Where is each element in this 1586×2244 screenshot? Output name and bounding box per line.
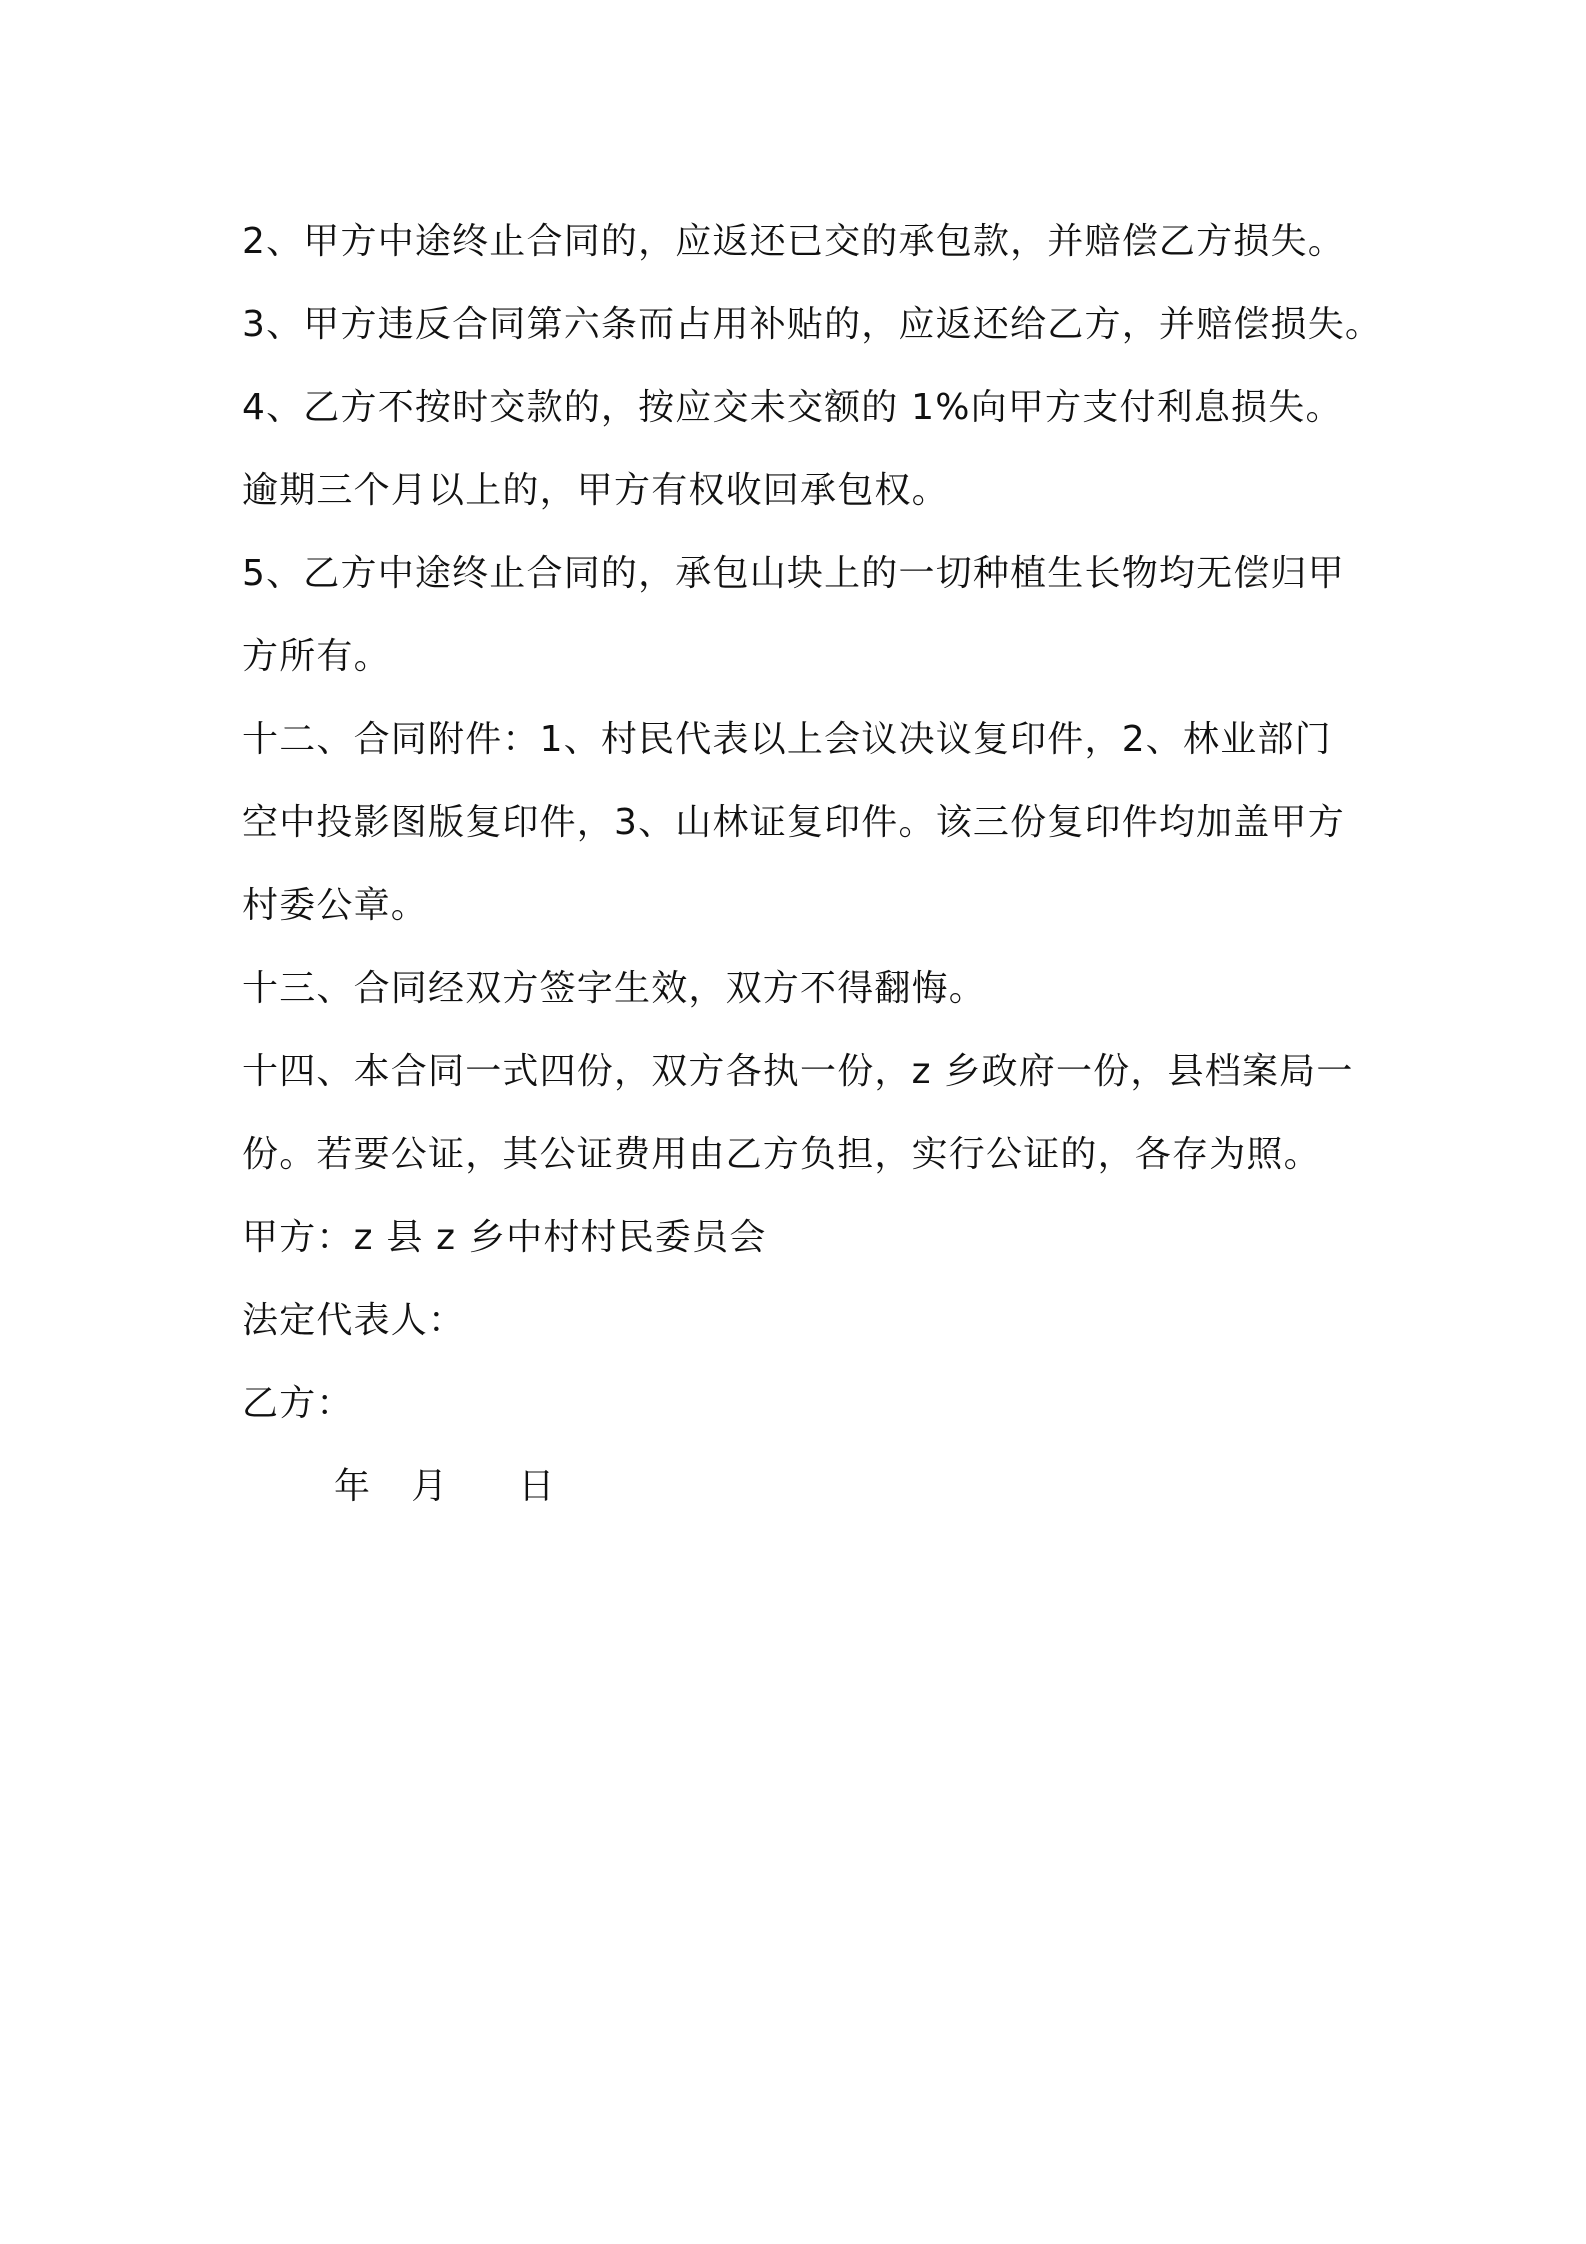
clause-line: 3、甲方违反合同第六条而占用补贴的，应返还给乙方，并赔偿损失。 [242, 304, 1383, 345]
date-year: 年 [334, 1466, 372, 1507]
clause-line: 份。若要公证，其公证费用由乙方负担，实行公证的，各存为照。 [242, 1134, 1321, 1175]
clause-line: 逾期三个月以上的，甲方有权收回承包权。 [242, 470, 949, 511]
party-b-signature: 乙方： [242, 1383, 354, 1424]
clause-line: 十四、本合同一式四份，双方各执一份，z 乡政府一份，县档案局一 [242, 1051, 1354, 1092]
signing-date [242, 1445, 1372, 1528]
legal-representative-signature: 法定代表人： [242, 1300, 466, 1341]
date-day: 日 [518, 1466, 556, 1507]
clause-line: 十三、合同经双方签字生效，双方不得翻悔。 [242, 968, 987, 1009]
clause-line: 十二、合同附件：1、村民代表以上会议决议复印件，2、林业部门 [242, 719, 1332, 760]
clause-line: 村委公章。 [242, 885, 429, 926]
clause-line: 空中投影图版复印件，3、山林证复印件。该三份复印件均加盖甲方 [242, 802, 1345, 843]
clause-line: 4、乙方不按时交款的，按应交未交额的 1%向甲方支付利息损失。 [242, 387, 1343, 428]
party-a-signature: 甲方：z 县 z 乡中村村民委员会 [242, 1217, 767, 1258]
contract-body [242, 200, 1383, 1528]
clause-line: 2、甲方中途终止合同的，应返还已交的承包款，并赔偿乙方损失。 [242, 221, 1345, 262]
date-month: 月 [411, 1466, 449, 1507]
clause-line: 5、乙方中途终止合同的，承包山块上的一切种植生长物均无偿归甲 [242, 553, 1345, 594]
clause-line: 方所有。 [242, 636, 391, 677]
